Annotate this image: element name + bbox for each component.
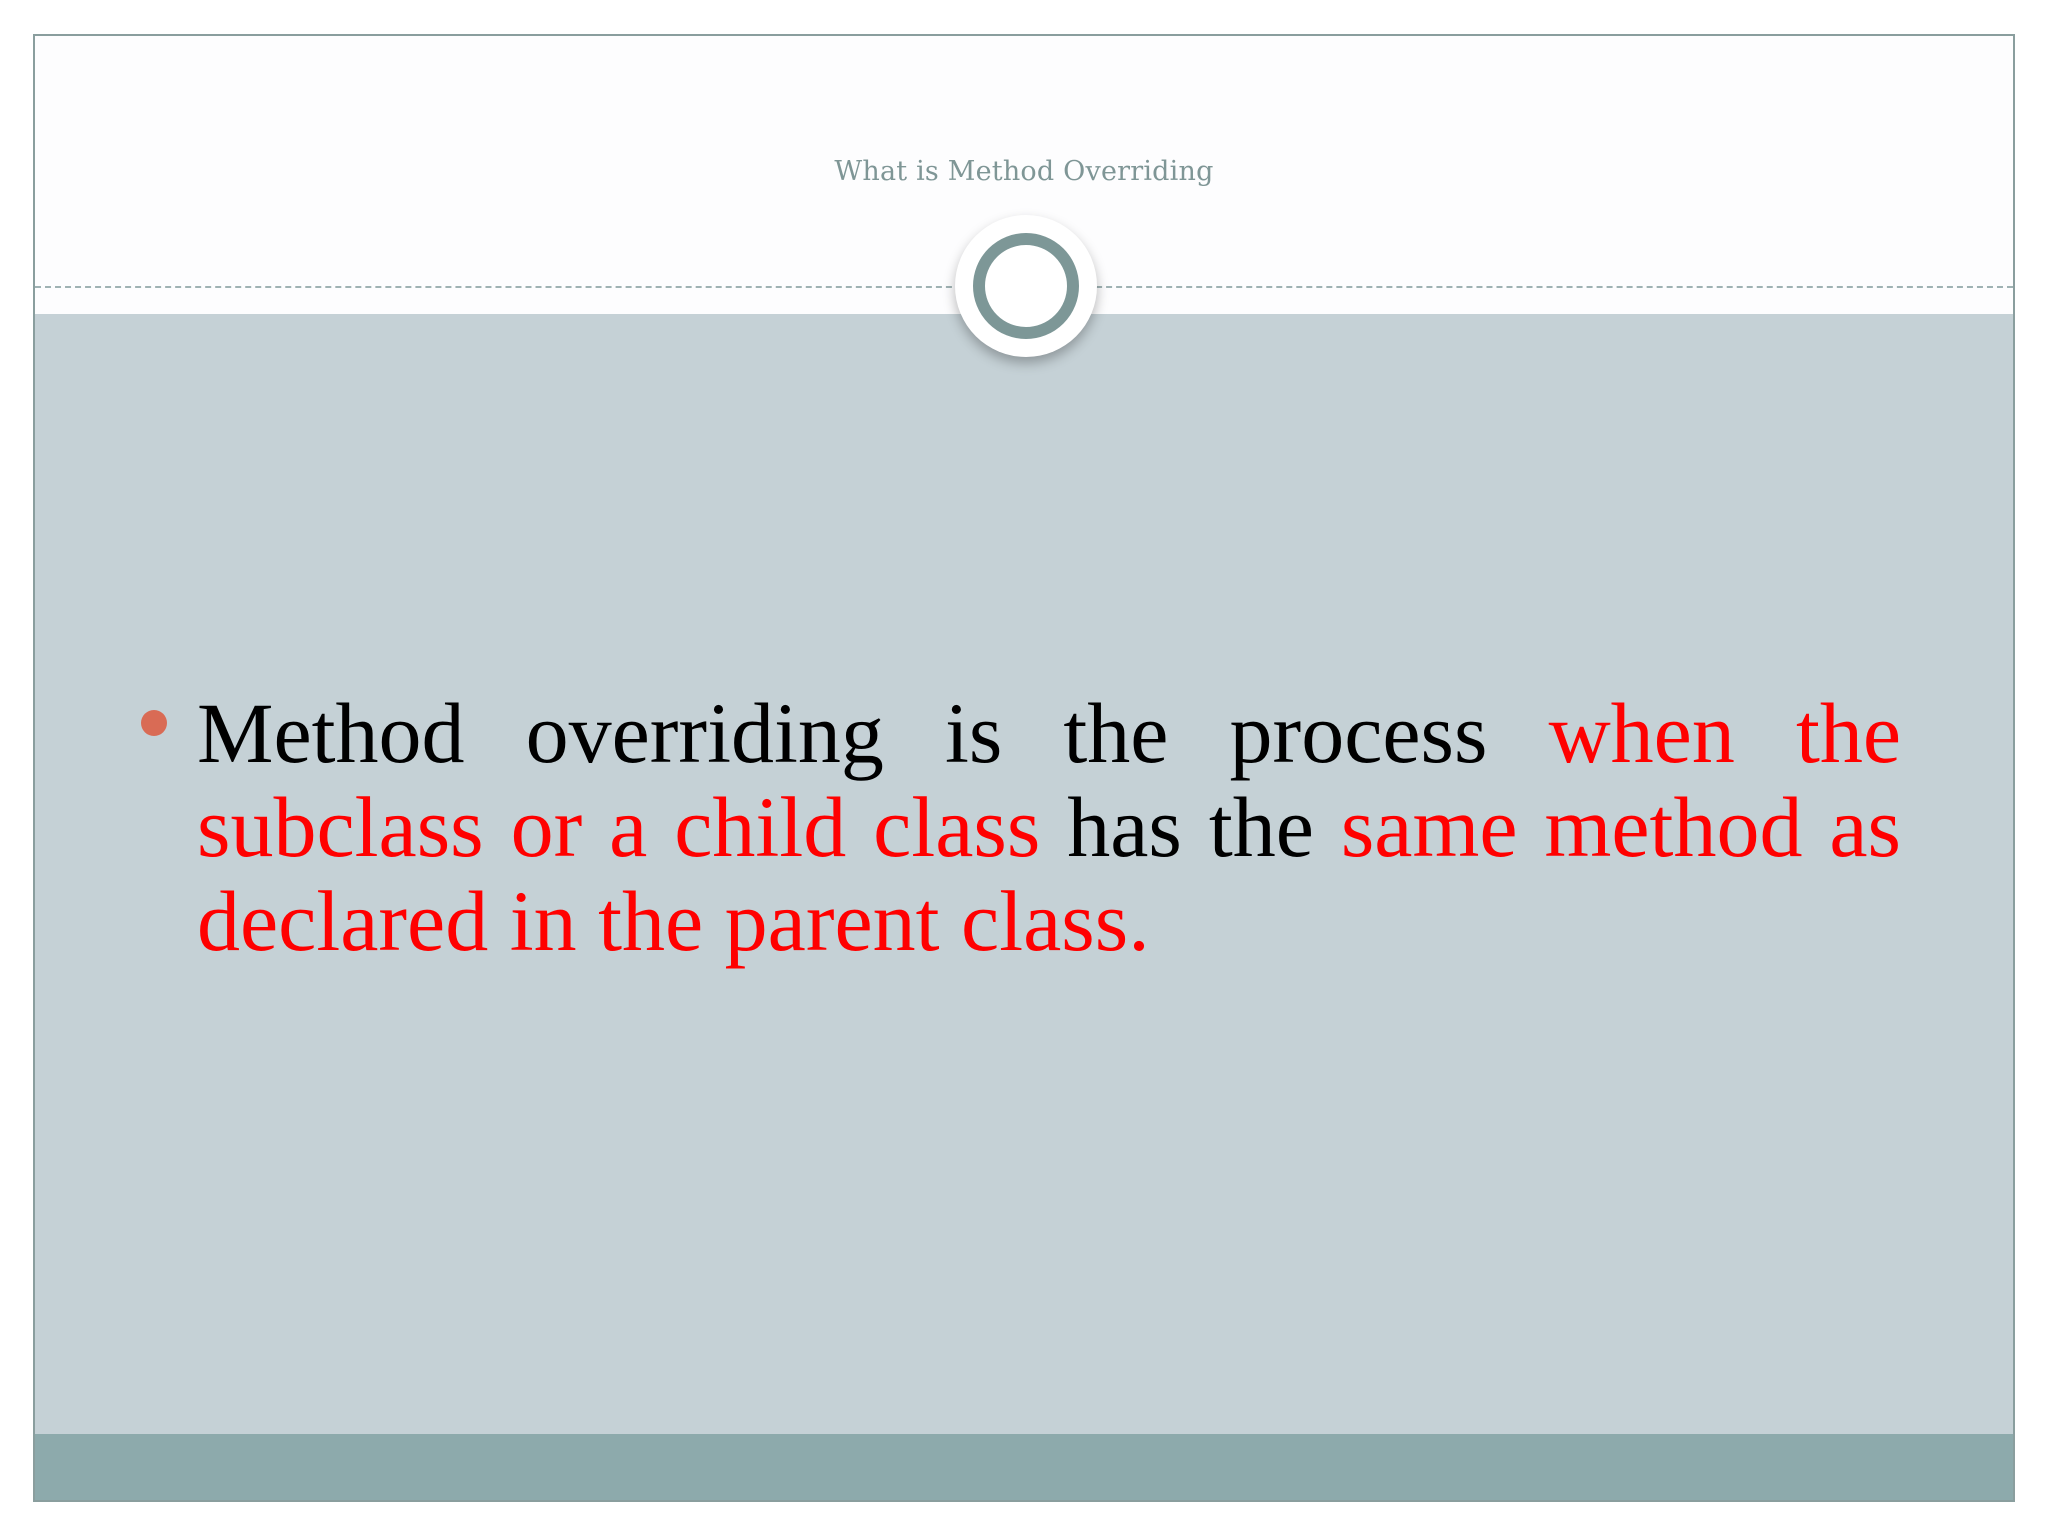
bullet-segment: has the: [1040, 779, 1341, 875]
bullet-segment-highlight: same method as declared in the parent class.: [197, 779, 1902, 969]
slide: [33, 34, 2015, 1502]
ring-inner: [973, 233, 1079, 339]
bullet-segment: Method overriding is the process: [197, 685, 1549, 781]
bullet-dot-icon: [141, 710, 167, 736]
bullet-segment-highlight: when the subclass or a child class: [197, 685, 1902, 875]
bullet-text: [197, 686, 1901, 968]
ring-ornament-icon: [955, 215, 1097, 357]
slide-content: [141, 686, 1941, 968]
slide-title: What is Method Overriding: [834, 156, 1214, 187]
footer-band: [35, 1434, 2013, 1502]
bullet-item: [141, 686, 1941, 968]
